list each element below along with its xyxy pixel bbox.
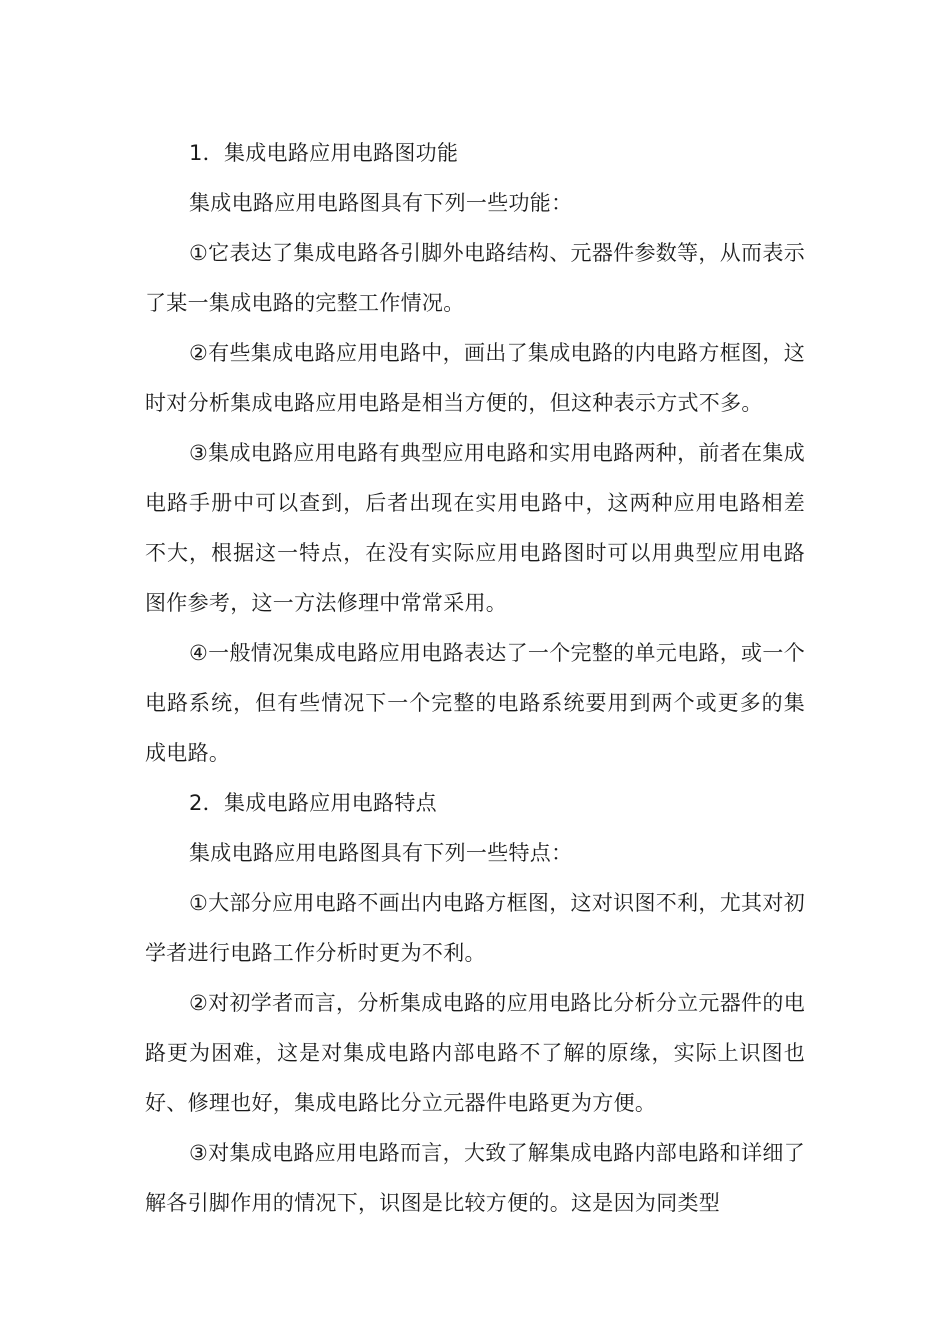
section-2-item-2: ②对初学者而言，分析集成电路的应用电路比分析分立元器件的电路更为困难，这是对集成电路内部电路不了解的原缘，实际上识图也好、修理也好，集成电路比分立元器件电路更为方便。 <box>145 991 805 1115</box>
section-2-item-3: ③对集成电路应用电路而言，大致了解集成电路内部电路和详细了解各引脚作用的情况下，识图是比较方便的。这是因为同类型 <box>145 1141 805 1215</box>
section-1-item-3: ③集成电路应用电路有典型应用电路和实用电路两种，前者在集成电路手册中可以查到，后者出现在实用电路中，这两种应用电路相差不大，根据这一特点，在没有实际应用电路图时可以用典型应用电路图作参考，这一方法修理中常常采用。 <box>145 441 805 615</box>
section-1-heading: 1．集成电路应用电路图功能 <box>189 141 459 165</box>
section-2-heading: 2．集成电路应用电路特点 <box>189 791 437 815</box>
section-1-intro: 集成电路应用电路图具有下列一些功能： <box>189 191 573 215</box>
section-2-intro: 集成电路应用电路图具有下列一些特点： <box>189 841 573 865</box>
section-1-item-1: ①它表达了集成电路各引脚外电路结构、元器件参数等，从而表示了某一集成电路的完整工作情况。 <box>145 241 805 315</box>
section-2-item-1: ①大部分应用电路不画出内电路方框图，这对识图不利，尤其对初学者进行电路工作分析时更为不利。 <box>145 891 805 965</box>
section-1-item-4: ④一般情况集成电路应用电路表达了一个完整的单元电路，或一个电路系统，但有些情况下一个完整的电路系统要用到两个或更多的集成电路。 <box>145 641 805 765</box>
document-page <box>145 128 805 1228</box>
section-1-item-2: ②有些集成电路应用电路中，画出了集成电路的内电路方框图，这时对分析集成电路应用电路是相当方便的，但这种表示方式不多。 <box>145 341 805 415</box>
